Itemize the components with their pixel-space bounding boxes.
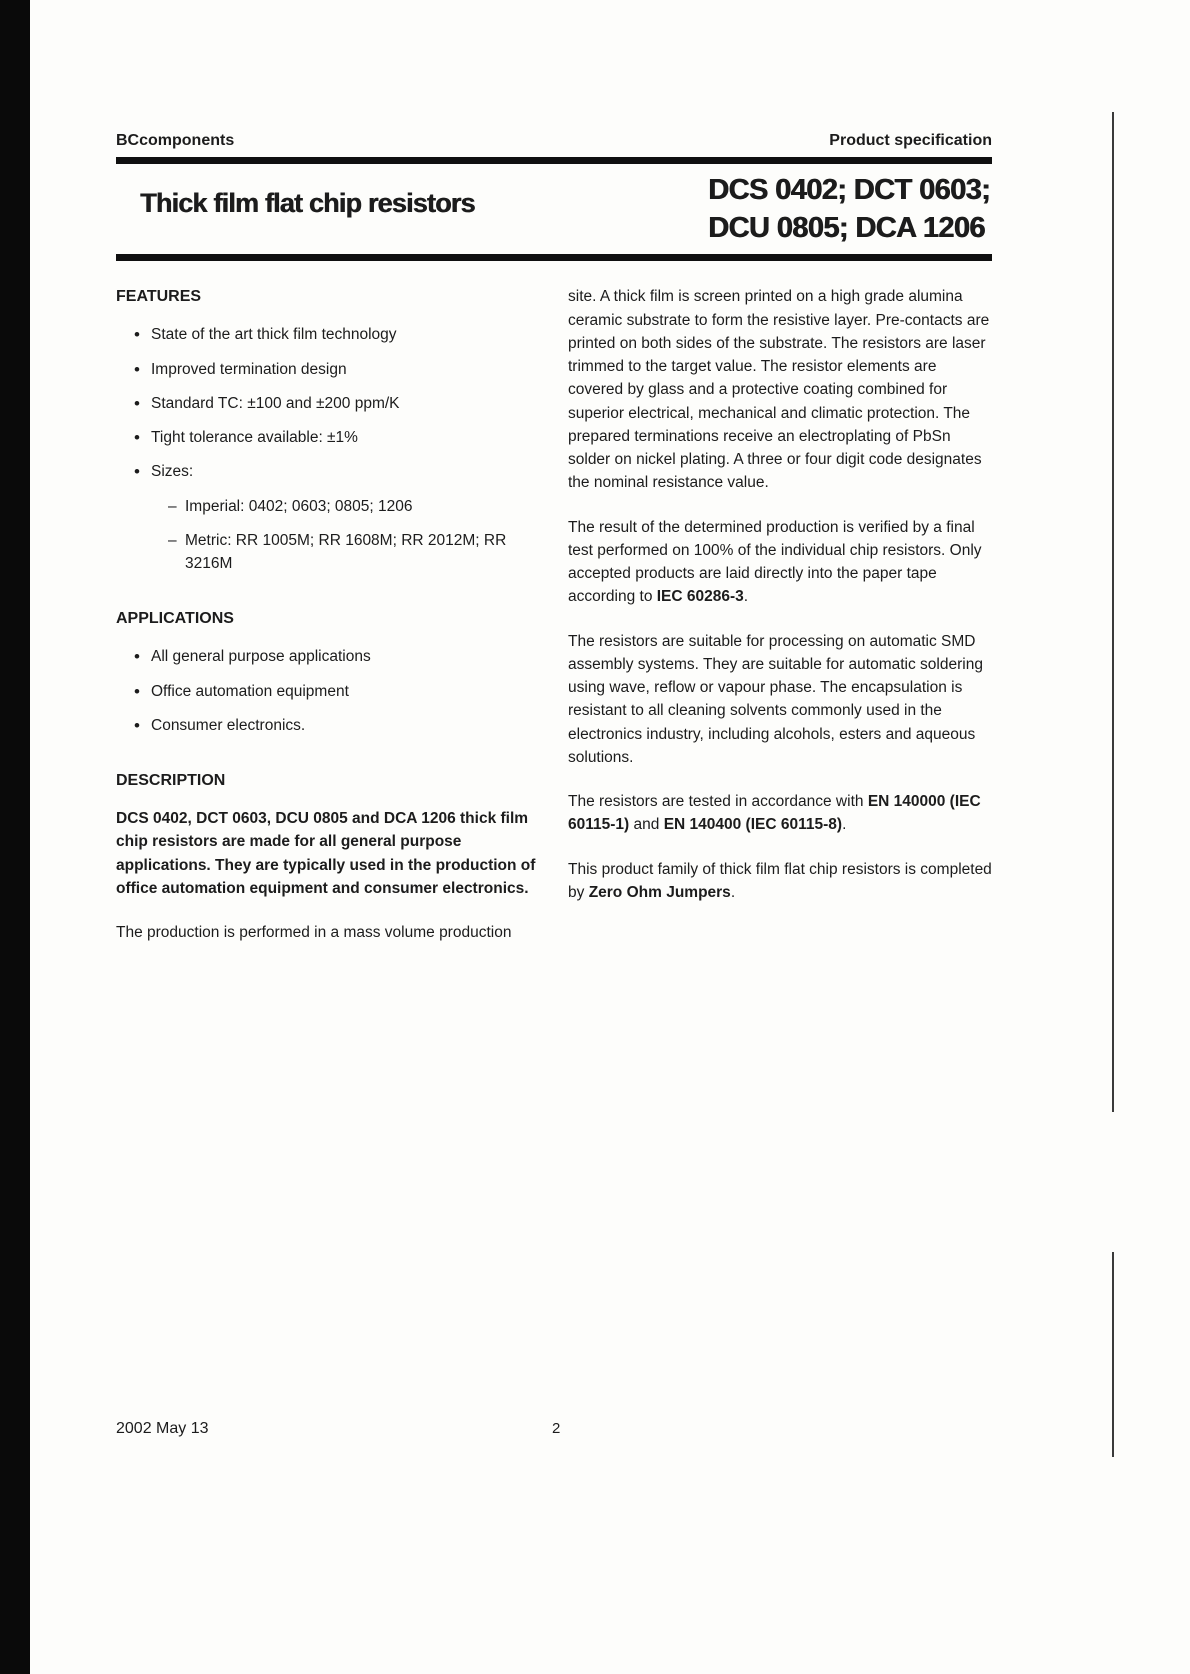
right-column — [568, 285, 992, 965]
list-item: • Office automation equipment — [134, 680, 540, 703]
paragraph: site. A thick film is screen printed on a high grade alumina ceramic substrate to form the resistive layer. Pre-contacts are printed on both sides of the substrate. The resistors are laser trimmed to the target value. The resistor elements are covered by glass and a protective coating combined for superior electrical, mechanical and climatic protection. The prepared terminations receive an electroplating of PbSn solder on nickel plating. A three or four digit code designates the nominal resistance value. — [568, 288, 990, 492]
description-bold-paragraph: DCS 0402, DCT 0603, DCU 0805 and DCA 1206 thick film chip resistors are made for all general purpose applications. They are typically used in the production of office automation equipment and consumer electronics. — [116, 810, 536, 897]
paragraph — [568, 516, 992, 609]
paragraph-text: and — [629, 816, 664, 834]
standard-reference: EN 140000 (IEC 60115-1) — [568, 793, 981, 834]
list-item: • Improved termination design — [134, 358, 540, 381]
list-item: – Imperial: 0402; 0603; 0805; 1206 — [168, 495, 540, 518]
spec-label: Product specification — [829, 132, 992, 149]
features-heading: FEATURES — [116, 288, 202, 306]
page-header — [116, 132, 992, 150]
paragraph — [568, 858, 992, 905]
paragraph-text: . — [842, 816, 847, 834]
two-column-body — [116, 285, 992, 965]
product-codes — [708, 172, 992, 247]
list-item: • Standard TC: ±100 and ±200 ppm/K — [134, 392, 540, 415]
standard-reference: IEC 60286-3 — [656, 588, 744, 606]
features-list — [116, 323, 540, 483]
paragraph: The resistors are suitable for processing on automatic SMD assembly systems. They are suitable for automatic soldering using wave, reflow or vapour phase. The encapsulation is resistant to all cleaning solvents commonly used in the electronics industry, including alcohols, esters and aqueous solutions. — [568, 632, 983, 766]
product-family-reference: Zero Ohm Jumpers — [588, 883, 731, 901]
applications-heading: APPLICATIONS — [116, 610, 234, 628]
paragraph-text: . — [730, 883, 736, 901]
description-heading: DESCRIPTION — [116, 772, 226, 790]
paragraph — [568, 790, 992, 837]
list-item: • All general purpose applications — [134, 645, 540, 668]
title-rule — [116, 254, 992, 261]
standard-reference: EN 140400 (IEC 60115-8) — [663, 816, 843, 834]
brand-name: BCcomponents — [116, 132, 235, 149]
product-codes-line2: DCU 0805; DCA 1206 — [708, 211, 985, 244]
page-title: Thick film flat chip resistors — [140, 188, 475, 218]
scan-left-black-bar — [0, 0, 30, 1674]
list-item: • Tight tolerance available: ±1% — [134, 426, 540, 449]
list-item: • State of the art thick film technology — [134, 323, 540, 346]
product-codes-line1: DCS 0402; DCT 0603; — [708, 174, 990, 206]
applications-list — [116, 645, 540, 737]
paragraph-text: The resistors are tested in accordance with — [568, 793, 868, 811]
list-item: – Metric: RR 1005M; RR 1608M; RR 2012M; RR 3216M — [168, 529, 540, 576]
list-item: • Consumer electronics. — [134, 714, 540, 737]
sizes-sublist — [116, 495, 540, 576]
title-block — [116, 170, 992, 247]
page-footer — [116, 1420, 992, 1438]
paragraph-text: The result of the determined production is verified by a final test performed on 100% of the individual chip resistors. Only accepted products are laid directly into the paper tape according to — [568, 518, 982, 606]
paragraph-text: This product family of thick film flat chip resistors is completed by — [568, 860, 992, 901]
page-content — [116, 132, 992, 965]
right-border-line-bottom — [1112, 1252, 1114, 1457]
paragraph-text: . — [743, 588, 749, 606]
list-item: • Sizes: — [134, 460, 540, 483]
right-border-line-top — [1112, 112, 1114, 1112]
left-column — [116, 285, 540, 965]
footer-date: 2002 May 13 — [116, 1420, 209, 1437]
description-paragraph: The production is performed in a mass volume production — [116, 924, 512, 942]
page-number: 2 — [552, 1420, 561, 1437]
header-rule — [116, 157, 992, 164]
